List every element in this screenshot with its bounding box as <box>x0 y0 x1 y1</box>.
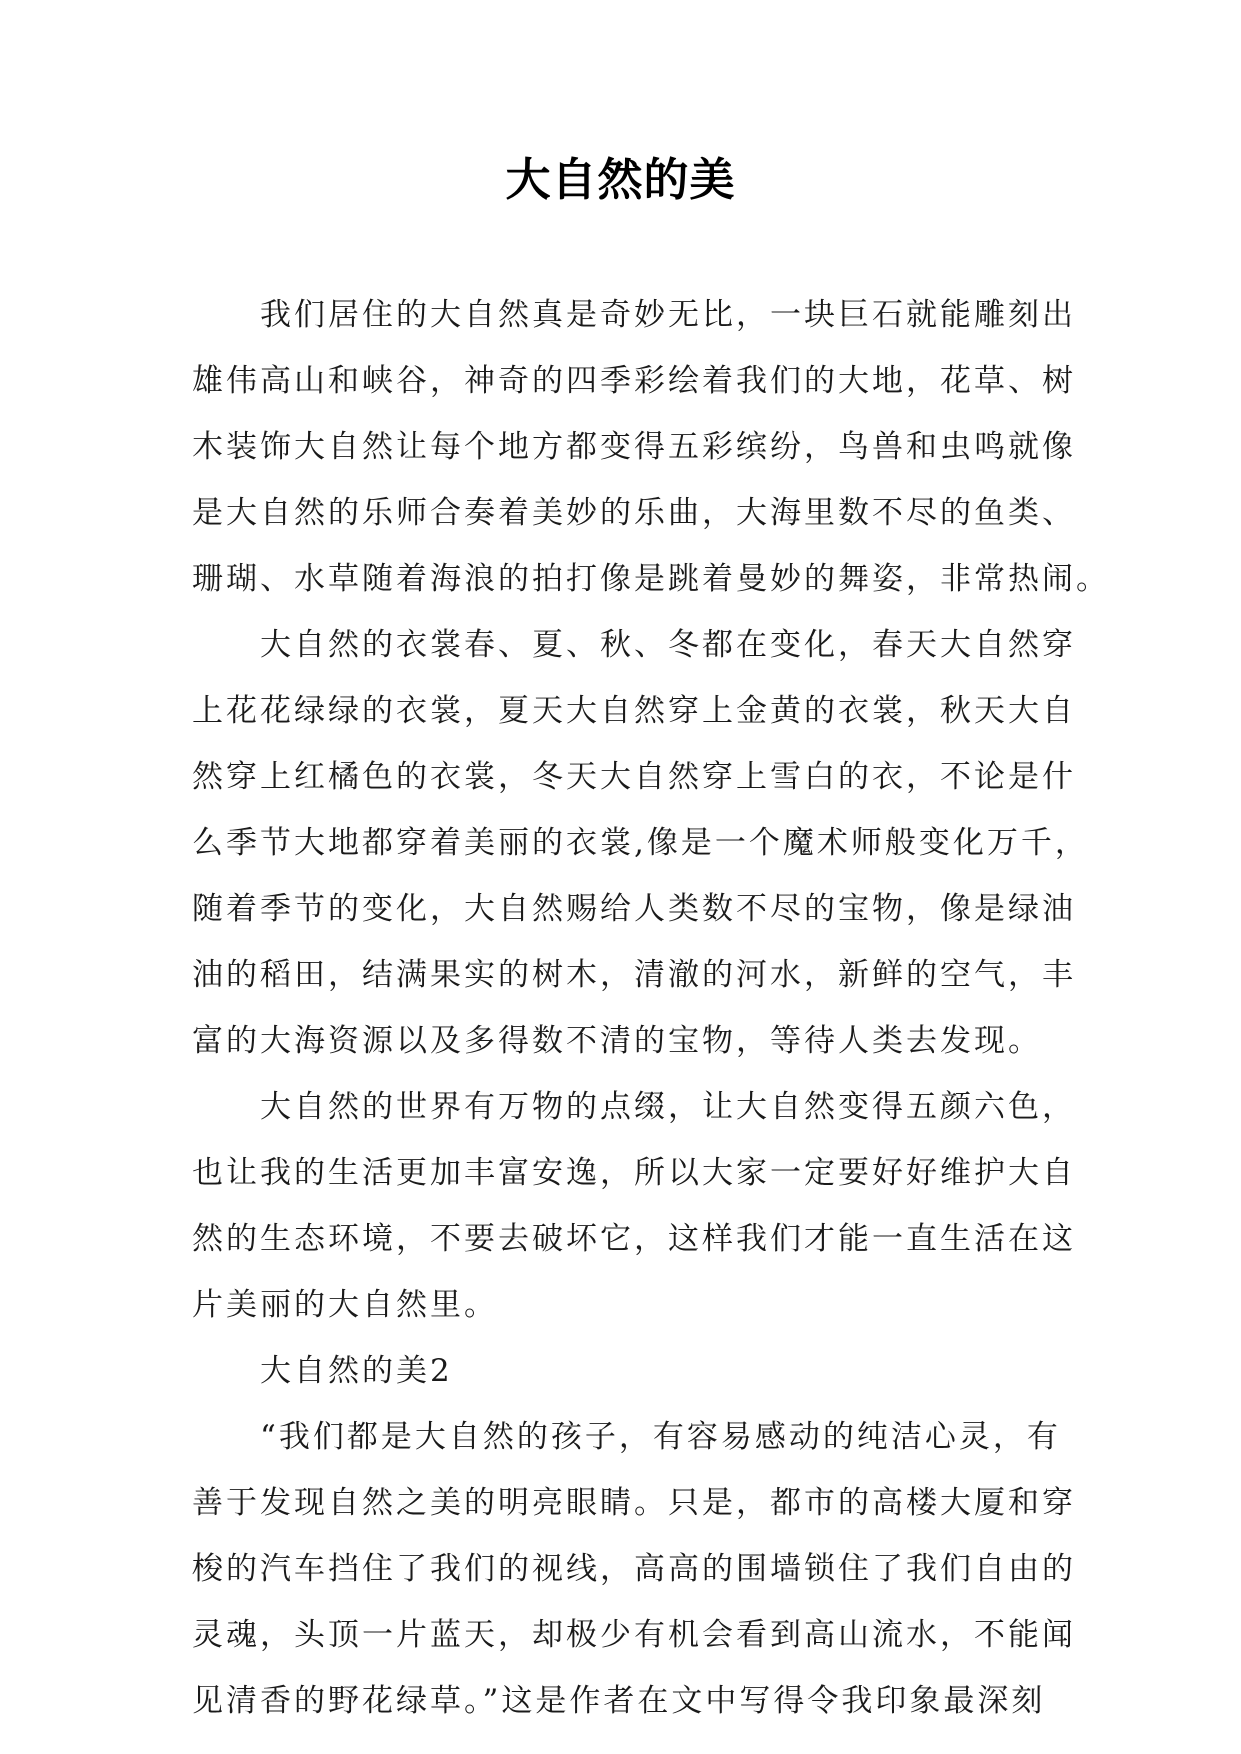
text-line: 灵魂，头顶一片蓝天，却极少有机会看到高山流水，不能闻 <box>192 1617 1076 1653</box>
text-line: 是大自然的乐师合奏着美妙的乐曲，大海里数不尽的鱼类、 <box>192 495 1076 531</box>
text-line: 木装饰大自然让每个地方都变得五彩缤纷，鸟兽和虫鸣就像 <box>192 429 1076 465</box>
section-heading: 大自然的美2 <box>192 1353 453 1389</box>
page-title: 大自然的美 <box>505 153 736 206</box>
text-line: 珊瑚、水草随着海浪的拍打像是跳着曼妙的舞姿，非常热闹。 <box>192 561 1110 597</box>
text-line: 也让我的生活更加丰富安逸，所以大家一定要好好维护大自 <box>192 1155 1076 1191</box>
text-line: 上花花绿绿的衣裳，夏天大自然穿上金黄的衣裳，秋天大自 <box>192 693 1076 729</box>
text-line: 然的生态环境，不要去破坏它，这样我们才能一直生活在这 <box>192 1221 1076 1257</box>
text-line: 见清香的野花绿草。”这是作者在文中写得令我印象最深刻 <box>192 1683 1046 1719</box>
text-line: 大自然的衣裳春、夏、秋、冬都在变化，春天大自然穿 <box>192 627 1076 663</box>
text-line: 善于发现自然之美的明亮眼睛。只是，都市的高楼大厦和穿 <box>192 1485 1076 1521</box>
text-line: 油的稻田，结满果实的树木，清澈的河水，新鲜的空气，丰 <box>192 957 1076 993</box>
text-line: 然穿上红橘色的衣裳，冬天大自然穿上雪白的衣，不论是什 <box>192 759 1076 795</box>
text-line: 随着季节的变化，大自然赐给人类数不尽的宝物，像是绿油 <box>192 891 1076 927</box>
text-line: 雄伟高山和峡谷，神奇的四季彩绘着我们的大地，花草、树 <box>192 363 1076 399</box>
text-line: 片美丽的大自然里。 <box>192 1287 498 1323</box>
text-line: 大自然的世界有万物的点缀，让大自然变得五颜六色， <box>192 1089 1076 1125</box>
text-line: “我们都是大自然的孩子，有容易感动的纯洁心灵，有 <box>192 1419 1061 1455</box>
text-line: 么季节大地都穿着美丽的衣裳,像是一个魔术师般变化万千， <box>192 825 1089 861</box>
article-body <box>192 282 1110 1734</box>
text-line: 富的大海资源以及多得数不清的宝物，等待人类去发现。 <box>192 1023 1042 1059</box>
text-line: 梭的汽车挡住了我们的视线，高高的围墙锁住了我们自由的 <box>192 1551 1076 1587</box>
text-line: 我们居住的大自然真是奇妙无比，一块巨石就能雕刻出 <box>192 297 1076 333</box>
